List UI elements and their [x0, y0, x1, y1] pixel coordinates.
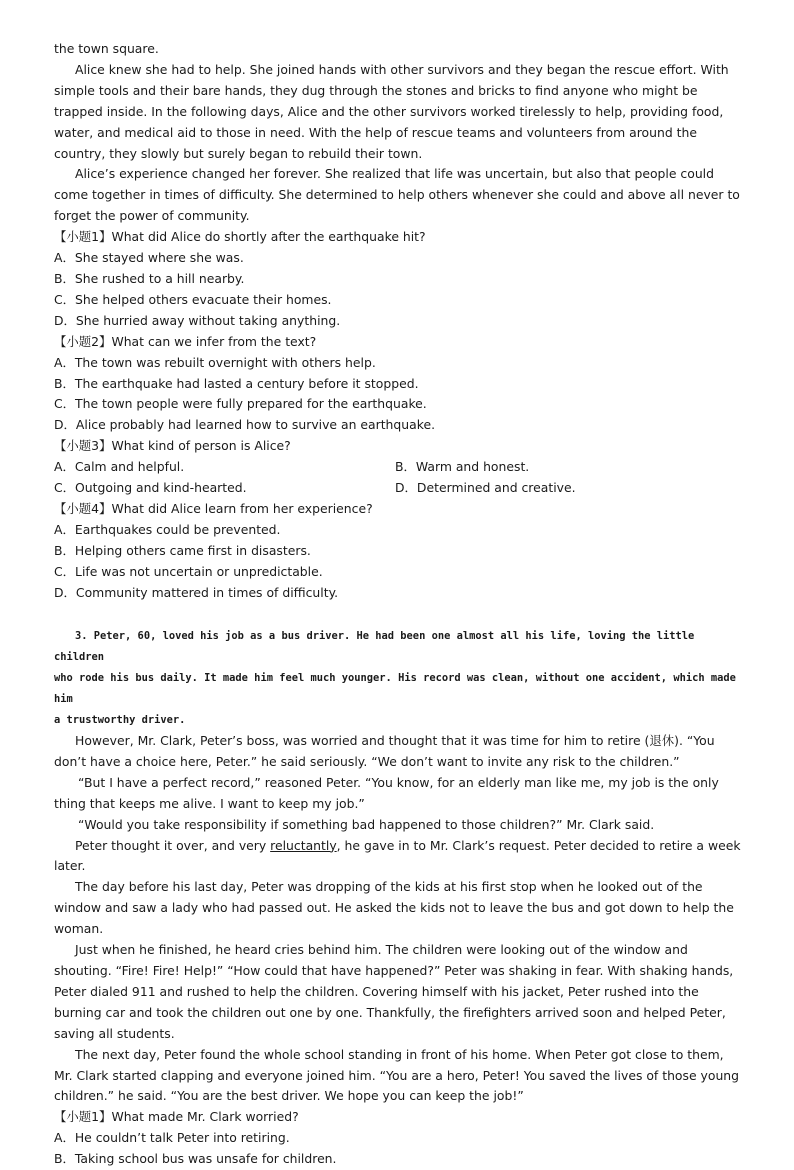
- answer-option: D．Determined and creative.: [395, 480, 576, 496]
- answer-option: C．The town people were fully prepared for the earthquake.: [54, 396, 427, 412]
- underlined-word: reluctantly: [270, 837, 337, 853]
- answer-option: B．The earthquake had lasted a century before it stopped.: [54, 375, 419, 391]
- answer-option-row: [54, 457, 744, 478]
- answer-option: A．She stayed where she was.: [54, 250, 244, 266]
- paragraph-text: , he gave in to Mr. Clark’s request. Peter decided to retire a week later.: [54, 837, 741, 874]
- answer-option-row: [54, 478, 744, 499]
- question-stem: 【小题2】What can we infer from the text?: [54, 333, 317, 349]
- answer-option: A．Earthquakes could be prevented.: [54, 521, 281, 537]
- question-stem: 【小题4】What did Alice learn from her experience?: [54, 500, 373, 516]
- passage-3-paragraph: “But I have a perfect record,” reasoned Peter. “You know, for an elderly man like me, my job is the only thing that keeps me alive. I want to keep my job.”: [54, 774, 719, 811]
- answer-option: A．The town was rebuilt overnight with others help.: [54, 354, 376, 370]
- answer-option: B．Taking school bus was unsafe for children.: [54, 1151, 337, 1167]
- question-stem: 【小题1】What made Mr. Clark worried?: [54, 1109, 299, 1125]
- passage-3-intro-line: a trustworthy driver.: [54, 714, 186, 727]
- answer-option: A．Calm and helpful.: [54, 459, 185, 475]
- answer-option: C．Life was not uncertain or unpredictable.: [54, 563, 323, 579]
- passage-2-paragraph: Alice’s experience changed her forever. She realized that life was uncertain, but also that people could come together in times of difficulty. She determined to help others whenever she could and above all never to forget the power of community.: [54, 166, 740, 224]
- passage-3-paragraph: The day before his last day, Peter was dropping of the kids at his first stop when he looked out of the window and saw a lady who had passed out. He asked the kids not to leave the bus and got down to help the woman.: [54, 879, 734, 937]
- answer-option: C．She helped others evacuate their homes.: [54, 291, 332, 307]
- answer-option: B．Warm and honest.: [395, 459, 530, 475]
- answer-option: D．Community mattered in times of difficulty.: [54, 584, 339, 600]
- passage-3-paragraph: Just when he finished, he heard cries behind him. The children were looking out of the window and shouting. “Fire! Fire! Help!” “How could that have happened?” Peter was shaking in fear. With shaking hands, Peter dialed 911 and rushed to help the children. Covering himself with his jacket, Peter rushed into the burning car and took the children out one by one. Thankfully, the firefighters arrived soon and helped Peter, saving all students.: [54, 942, 734, 1041]
- section-spacer: [54, 603, 744, 626]
- passage-3-intro-line: 3. Peter, 60, loved his job as a bus driver. He had been one almost all his life, loving the little children: [54, 630, 695, 664]
- answer-option: B．She rushed to a hill nearby.: [54, 270, 245, 286]
- answer-option: C．Outgoing and kind-hearted.: [54, 480, 247, 496]
- question-stem: 【小题3】What kind of person is Alice?: [54, 438, 291, 454]
- passage-3-paragraph: However, Mr. Clark, Peter’s boss, was worried and thought that it was time for him to retire (退休). “You don’t have a choice here, Peter.” he said seriously. “We don’t want to invite any risk to the children.”: [54, 733, 715, 769]
- passage-3-paragraph: The next day, Peter found the whole school standing in front of his home. When Peter got close to them, Mr. Clark started clapping and everyone joined him. “You are a hero, Peter! You saved the lives of those young children.” he said. “You are the best driver. We hope you can keep the job!”: [54, 1046, 740, 1104]
- question-stem: 【小题1】What did Alice do shortly after the earthquake hit?: [54, 229, 426, 245]
- passage-3-paragraph: “Would you take responsibility if something bad happened to those children?” Mr. Clark said.: [78, 816, 655, 832]
- answer-option: A．He couldn’t talk Peter into retiring.: [54, 1130, 290, 1146]
- document-page: [54, 39, 744, 1170]
- passage-3-intro-line: who rode his bus daily. It made him feel much younger. His record was clean, without one accident, which made him: [54, 672, 736, 706]
- answer-option: B．Helping others came first in disasters.: [54, 542, 311, 558]
- passage-2-tail: the town square.: [54, 41, 159, 56]
- passage-2-paragraph: Alice knew she had to help. She joined hands with other survivors and they began the rescue effort. With simple tools and their bare hands, they dug through the stones and bricks to find anyone who might be trapped inside. In the following days, Alice and the other survivors worked tirelessly to help, providing food, water, and medical aid to those in need. With the help of rescue teams and volunteers from around the country, they slowly but surely began to rebuild their town.: [54, 61, 729, 161]
- answer-option: D．Alice probably had learned how to survive an earthquake.: [54, 417, 436, 433]
- answer-option: D．She hurried away without taking anything.: [54, 312, 341, 328]
- passage-3-paragraph: [54, 836, 744, 878]
- paragraph-text: Peter thought it over, and very: [75, 837, 271, 853]
